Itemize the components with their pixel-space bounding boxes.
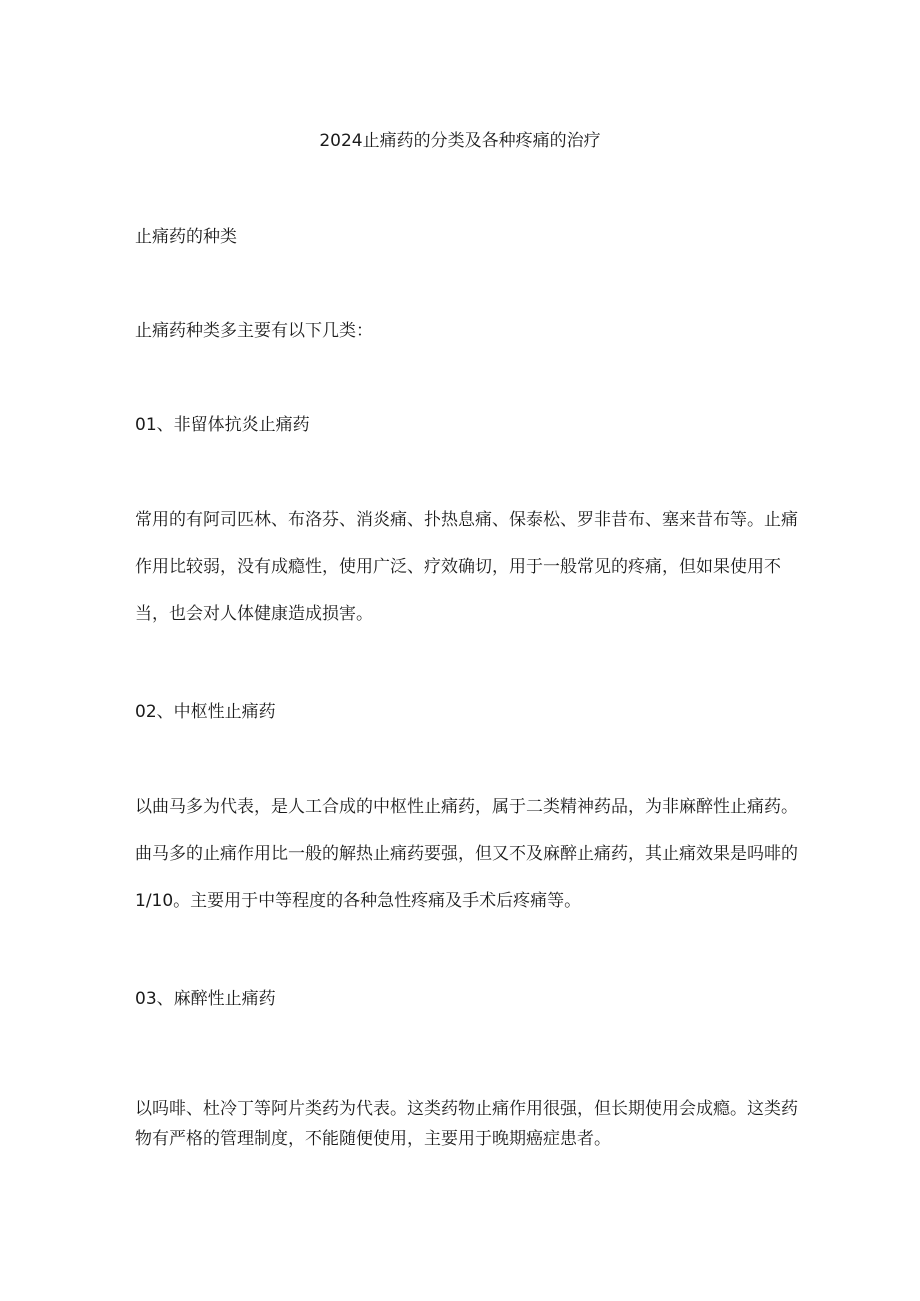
item-heading-03: 03、麻醉性止痛药 xyxy=(135,989,276,1009)
item-heading-02: 02、中枢性止痛药 xyxy=(135,702,276,722)
item-body-03: 以吗啡、杜冷丁等阿片类药为代表。这类药物止痛作用很强，但长期使用会成瘾。这类药物有严格的管理制度，不能随便使用，主要用于晚期癌症患者。 xyxy=(135,1099,798,1149)
item-body-01: 常用的有阿司匹林、布洛芬、消炎痛、扑热息痛、保泰松、罗非昔布、塞来昔布等。止痛作用比较弱，没有成瘾性，使用广泛、疗效确切，用于一般常见的疼痛，但如果使用不当，也会对人体健康造成损害。 xyxy=(135,510,798,624)
intro-text: 止痛药种类多主要有以下几类： xyxy=(135,321,373,341)
document-title: 2024止痛药的分类及各种疼痛的治疗 xyxy=(319,131,601,151)
section-heading: 止痛药的种类 xyxy=(135,227,237,247)
item-heading-01: 01、非留体抗炎止痛药 xyxy=(135,415,310,435)
item-body-02: 以曲马多为代表，是人工合成的中枢性止痛药，属于二类精神药品，为非麻醉性止痛药。曲马多的止痛作用比一般的解热止痛药要强，但又不及麻醉止痛药，其止痛效果是吗啡的1/10。主要用于中等程度的各种急性疼痛及手术后疼痛等。 xyxy=(135,797,798,911)
